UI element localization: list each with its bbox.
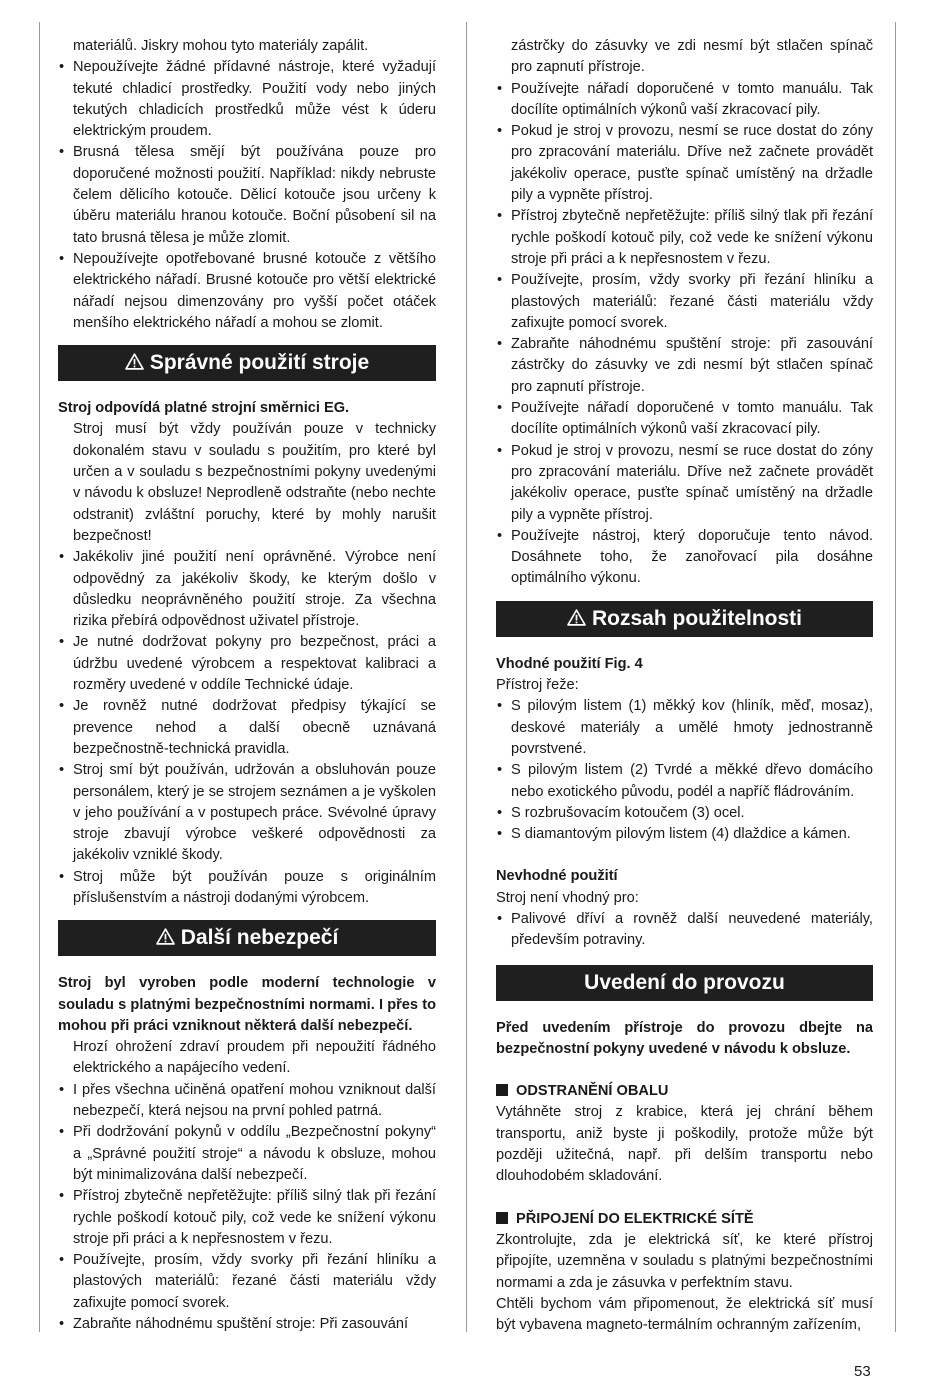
section-lead: Stroj odpovídá platné strojní směrnici EG. [58,400,350,417]
subheading-unpacking [496,1081,873,1102]
unsuitable-use-title: Nevhodné použití [496,868,618,885]
list-item: • Používejte nářadí doporučené v tomto manuálu. Tak docílíte optimálních výkonů vaší zkracovací pily. [496,79,873,122]
intro-list [58,36,436,334]
unpacking-text: Vytáhněte stroj z krabice, která jej chrání během transportu, aniž byste ji poškodily, protože může být později užitečná, např. při delším transportu nebo dlouhodobém skladování. [496,1104,873,1185]
warning-icon [567,609,586,626]
list-item: • I přes všechna učiněná opatření mohou vzniknout další nebezpečí, která nejsou na první pohled patrná. [58,1080,436,1123]
list-item: Hrozí ohrožení zdraví proudem při nepoužití řádného elektrického a napájecího vedení. [73,1039,436,1077]
list-item: • Brusná tělesa smějí být používána pouze pro doporučené možnosti použití. Například: nikdy nebruste čelem dělicího kotouče. Dělicí kotouče jsou určeny k úběru materiálu hranou kotouče. Boční působení sil na tato brusná tělesa je může zlomit. [58,142,436,248]
list-item: • Jakékoliv jiné použití není oprávněné. Výrobce není odpovědný za jakékoliv škody, ke kterým došlo v důsledku neoprávněného použití stroje. Za všechna rizika přebírá odpovědnost uživatel přístroje. [58,547,436,632]
list-item: • Stroj může být používán pouze s originálním příslušenstvím a nástroji dodanými výrobcem. [58,867,436,910]
list-item: • Je rovněž nutné dodržovat předpisy týkající se prevence nehod a další obecně uznávaná bezpečnostně-technická pravidla. [58,696,436,760]
list-item: • Používejte, prosím, vždy svorky při řezání hliníku a plastových materiálů: řezané části materiálu vždy zafixujte pomocí svorek. [496,270,873,334]
subheading-mains-connection [496,1209,873,1230]
list-item: • Při dodržování pokynů v oddílu „Bezpečnostní pokyny“ a „Správné použití stroje“ a návodu k obsluze, mohou být minimalizována další nebezpečí. [58,1122,436,1186]
warning-icon [125,353,144,370]
section-heading-scope [496,601,873,637]
continued-text: materiálů. Jiskry mohou tyto materiály zapálit. [73,38,369,54]
list-item: • Pokud je stroj v provozu, nesmí se ruce dostat do zóny pro zpracování materiálu. Dříve než začnete provádět jakékoliv operace, pusťte spínač umístěný na držadle pily a vypněte přístroj. [496,121,873,206]
warning-icon [156,928,175,945]
list-item [58,36,436,57]
mains-connection-text: Zkontrolujte, zda je elektrická síť, ke které přístroj připojíte, uzemněna v souladu s platnými bezpečnostními normami a zda je zásuvka v perfektním stavu. [496,1231,873,1291]
unsuitable-use-list [496,909,873,952]
list-item: • Je nutné dodržovat pokyny pro bezpečnost, práci a údržbu uvedené výrobcem a respektovat kalibraci a rozměry uvedené v oddíle Technické údaje. [58,632,436,696]
list-item: • Pokud je stroj v provozu, nesmí se ruce dostat do zóny pro zpracování materiálu. Dříve než začnete provádět jakékoliv operace, pusťte spínač umístěný na držadle pily a vypněte přístroj. [496,441,873,526]
list-item: • Nepoužívejte opotřebované brusné kotouče z většího elektrického nářadí. Brusné kotouče pro větší elektrické nářadí nejsou dimenzovány pro vyšší počet otáček menšího elektrického nářadí a mohou se zlomit. [58,249,436,334]
list-item: • Zabraňte náhodnému spuštění stroje: Při zasouvání [58,1314,436,1335]
suitable-use-intro: Přístroj řeže: [496,677,579,694]
list-item: Stroj musí být vždy používán pouze v technicky dokonalém stavu v souladu s použitím, pro které byl určen a v souladu s bezpečnostními pokyny uvedenými v návodu k obsluze! Neprodleně odstraňte (nebo nechte odstranit) zvláštní poruchy, které by mohly narušit bezpečnost! [73,421,436,544]
list-item: • S diamantovým pilovým listem (4) dlaždice a kámen. [496,824,873,845]
heading-text: Další nebezpečí [180,926,339,950]
left-column [58,36,436,1335]
left-column-border [39,22,40,1332]
suitable-use-title: Vhodné použití Fig. 4 [496,655,643,672]
section-heading-commissioning [496,965,873,1001]
suitable-use-list [496,696,873,845]
section-lead: Před uvedením přístroje do provozu dbejte na bezpečnostní pokyny uvedené v návodu k obsluze. [496,1019,873,1057]
square-bullet-icon [496,1212,508,1224]
list-item: • Používejte, prosím, vždy svorky při řezání hliníku a plastových materiálů: řezané části materiálu vždy zafixujte pomocí svorek. [58,1250,436,1314]
list-item: • Stroj smí být používán, udržován a obsluhován pouze personálem, který je se strojem seznámen a je vyškolen v jeho používání a v postupech práce. Svévolné úpravy stroje zbavují výrobce veškeré odpovědnosti za jakékoliv vzniklé škody. [58,760,436,866]
square-bullet-icon [496,1084,508,1096]
other-hazards-list [58,1037,436,1335]
center-column-divider [466,22,467,1332]
heading-text: Uvedení do provozu [584,970,785,994]
heading-text: Správné použití stroje [149,351,370,375]
list-item: • Používejte nástroj, který doporučuje tento návod. Dosáhnete toho, že zanořovací pila dosáhne optimálního výkonu. [496,526,873,590]
section-lead: Stroj byl vyroben podle moderní technologie v souladu s platnými bezpečnostními normami. I přes to mohou při práci vzniknout některá další nebezpečí. [58,975,436,1034]
list-item: • Přístroj zbytečně nepřetěžujte: příliš silný tlak při řezání rychle poškodí kotouč pily, což vede ke snížení výkonu stroje při práci a k nepřesnostem v řezu. [58,1186,436,1250]
list-item: • Přístroj zbytečně nepřetěžujte: příliš silný tlak při řezání rychle poškodí kotouč pily, což vede ke snížení výkonu stroje při práci a k nepřesnostem v řezu. [496,206,873,270]
unsuitable-use-intro: Stroj není vhodný pro: [496,889,639,906]
safety-list-continued [496,79,873,590]
list-item: • S rozbrušovacím kotoučem (3) ocel. [496,803,873,824]
page-number: 53 [854,1363,871,1380]
list-item: • Nepoužívejte žádné přídavné nástroje, které vyžadují tekuté chladicí prostředky. Použití vody nebo jiných tekutých chladicích prostředků může vést k úderu elektrickým proudem. [58,57,436,142]
right-column [496,36,873,1336]
subheading-text: PŘIPOJENÍ DO ELEKTRICKÉ SÍTĚ [516,1210,754,1227]
section-heading-other-hazards [58,920,436,956]
right-column-border [895,22,896,1332]
continued-text: zástrčky do zásuvky ve zdi nesmí být stlačen spínač pro zapnutí přístroje. [511,38,873,76]
subheading-text: ODSTRANĚNÍ OBALU [516,1083,669,1100]
list-item: • Palivové dříví a rovněž další neuvedené materiály, především potraviny. [496,909,873,952]
correct-use-list [58,419,436,909]
list-item: • S pilovým listem (2) Tvrdé a měkké dřevo domácího nebo exotického původu, podél a napříč fládrováním. [496,760,873,803]
section-heading-correct-use [58,345,436,381]
list-item: • S pilovým listem (1) měkký kov (hliník, měď, mosaz), deskové materiály a umělé hmoty jednostranně povrstvené. [496,696,873,760]
list-item: • Zabraňte náhodnému spuštění stroje: při zasouvání zástrčky do zásuvky ve zdi nesmí být stlačen spínač pro zapnutí přístroje. [496,334,873,398]
list-item: • Používejte nářadí doporučené v tomto manuálu. Tak docílíte optimálních výkonů vaší zkracovací pily. [496,398,873,441]
heading-text: Rozsah použitelnosti [592,606,802,630]
mains-connection-text: Chtěli bychom vám připomenout, že elektrická síť musí být vybavena magneto-termálním ochranným zařízením, [496,1295,873,1334]
